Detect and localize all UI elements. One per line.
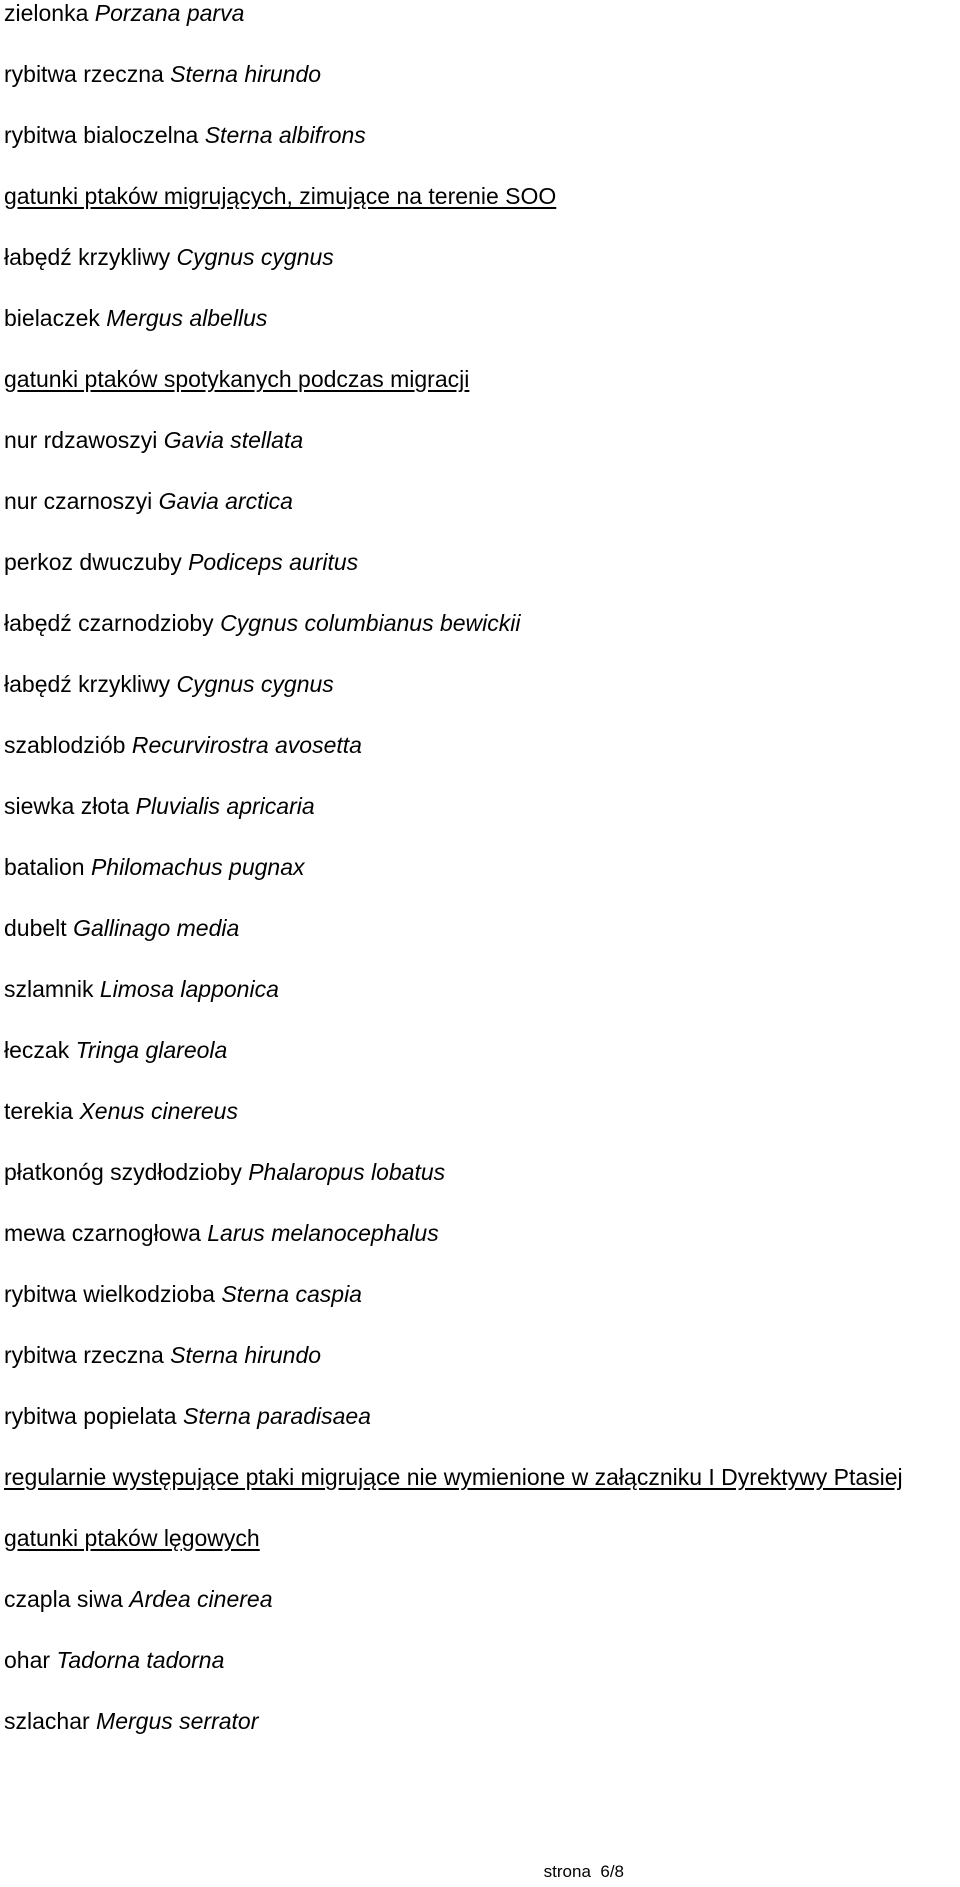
species-latin-name: Limosa lapponica <box>99 976 279 1002</box>
species-common-name: nur rdzawoszyi <box>4 427 158 453</box>
species-entry <box>4 488 954 549</box>
species-entry <box>4 793 954 854</box>
species-list <box>4 0 954 1769</box>
species-latin-name: Mergus albellus <box>106 305 268 331</box>
species-entry <box>4 854 954 915</box>
species-common-name: dubelt <box>4 915 67 941</box>
species-latin-name: Gavia stellata <box>163 427 304 453</box>
species-common-name: rybitwa wielkodzioba <box>4 1281 215 1307</box>
section-heading-text: regularnie występujące ptaki migrujące nie wymienione w załączniku I Dyrektywy Ptasiej <box>4 1464 903 1490</box>
species-entry <box>4 1342 954 1403</box>
species-common-name: mewa czarnogłowa <box>4 1220 201 1246</box>
species-latin-name: Gavia arctica <box>158 488 293 514</box>
species-common-name: rybitwa popielata <box>4 1403 177 1429</box>
species-entry <box>4 1586 954 1647</box>
section-heading <box>4 183 954 244</box>
species-entry <box>4 915 954 976</box>
species-entry <box>4 732 954 793</box>
species-latin-name: Cygnus columbianus bewickii <box>220 610 521 636</box>
species-entry <box>4 1708 954 1769</box>
species-latin-name: Cygnus cygnus <box>176 671 334 697</box>
species-common-name: szablodziób <box>4 732 126 758</box>
section-heading-text: gatunki ptaków spotykanych podczas migracji <box>4 366 470 392</box>
species-common-name: batalion <box>4 854 85 880</box>
section-heading <box>4 366 954 427</box>
species-common-name: łabędź krzykliwy <box>4 671 171 697</box>
page-label: strona <box>543 1862 591 1881</box>
species-entry <box>4 1098 954 1159</box>
species-latin-name: Larus melanocephalus <box>207 1220 439 1246</box>
species-entry <box>4 427 954 488</box>
species-common-name: ohar <box>4 1647 51 1673</box>
species-latin-name: Philomachus pugnax <box>90 854 305 880</box>
species-latin-name: Podiceps auritus <box>188 549 359 575</box>
species-common-name: nur czarnoszyi <box>4 488 153 514</box>
species-entry <box>4 122 954 183</box>
species-latin-name: Mergus serrator <box>96 1708 259 1734</box>
species-common-name: łeczak <box>4 1037 70 1063</box>
species-entry <box>4 1037 954 1098</box>
species-common-name: szlachar <box>4 1708 90 1734</box>
species-entry <box>4 1403 954 1464</box>
species-latin-name: Sterna hirundo <box>170 61 322 87</box>
species-latin-name: Recurvirostra avosetta <box>131 732 362 758</box>
species-latin-name: Phalaropus lobatus <box>248 1159 446 1185</box>
section-heading <box>4 1525 954 1586</box>
species-common-name: płatkonóg szydłodzioby <box>4 1159 242 1185</box>
species-latin-name: Sterna paradisaea <box>183 1403 371 1429</box>
species-latin-name: Pluvialis apricaria <box>135 793 315 819</box>
species-common-name: czapla siwa <box>4 1586 123 1612</box>
species-entry <box>4 976 954 1037</box>
species-entry <box>4 1220 954 1281</box>
species-entry <box>4 1159 954 1220</box>
species-common-name: bielaczek <box>4 305 100 331</box>
section-heading-text: gatunki ptaków lęgowych <box>4 1525 260 1551</box>
species-entry <box>4 305 954 366</box>
species-entry <box>4 1281 954 1342</box>
species-entry <box>4 0 954 61</box>
species-entry <box>4 61 954 122</box>
species-latin-name: Xenus cinereus <box>79 1098 238 1124</box>
species-common-name: łabędź krzykliwy <box>4 244 171 270</box>
species-common-name: szlamnik <box>4 976 94 1002</box>
species-entry <box>4 610 954 671</box>
species-latin-name: Ardea cinerea <box>129 1586 273 1612</box>
species-common-name: rybitwa rzeczna <box>4 61 164 87</box>
species-common-name: rybitwa bialoczelna <box>4 122 199 148</box>
species-latin-name: Porzana parva <box>94 0 245 26</box>
page-number: 6/8 <box>600 1862 624 1881</box>
species-latin-name: Tringa glareola <box>75 1037 228 1063</box>
species-entry <box>4 671 954 732</box>
section-heading-text: gatunki ptaków migrujących, zimujące na terenie SOO <box>4 183 557 209</box>
species-common-name: łabędź czarnodzioby <box>4 610 214 636</box>
species-common-name: zielonka <box>4 0 89 26</box>
species-latin-name: Sterna caspia <box>221 1281 362 1307</box>
species-entry <box>4 244 954 305</box>
species-latin-name: Sterna albifrons <box>204 122 366 148</box>
species-latin-name: Tadorna tadorna <box>56 1647 225 1673</box>
section-heading <box>4 1464 954 1525</box>
species-latin-name: Cygnus cygnus <box>176 244 334 270</box>
species-common-name: rybitwa rzeczna <box>4 1342 164 1368</box>
species-common-name: perkoz dwuczuby <box>4 549 182 575</box>
species-entry <box>4 549 954 610</box>
species-latin-name: Gallinago media <box>73 915 240 941</box>
species-common-name: siewka złota <box>4 793 130 819</box>
species-common-name: terekia <box>4 1098 74 1124</box>
page-footer <box>544 1862 624 1882</box>
species-entry <box>4 1647 954 1708</box>
species-latin-name: Sterna hirundo <box>170 1342 322 1368</box>
